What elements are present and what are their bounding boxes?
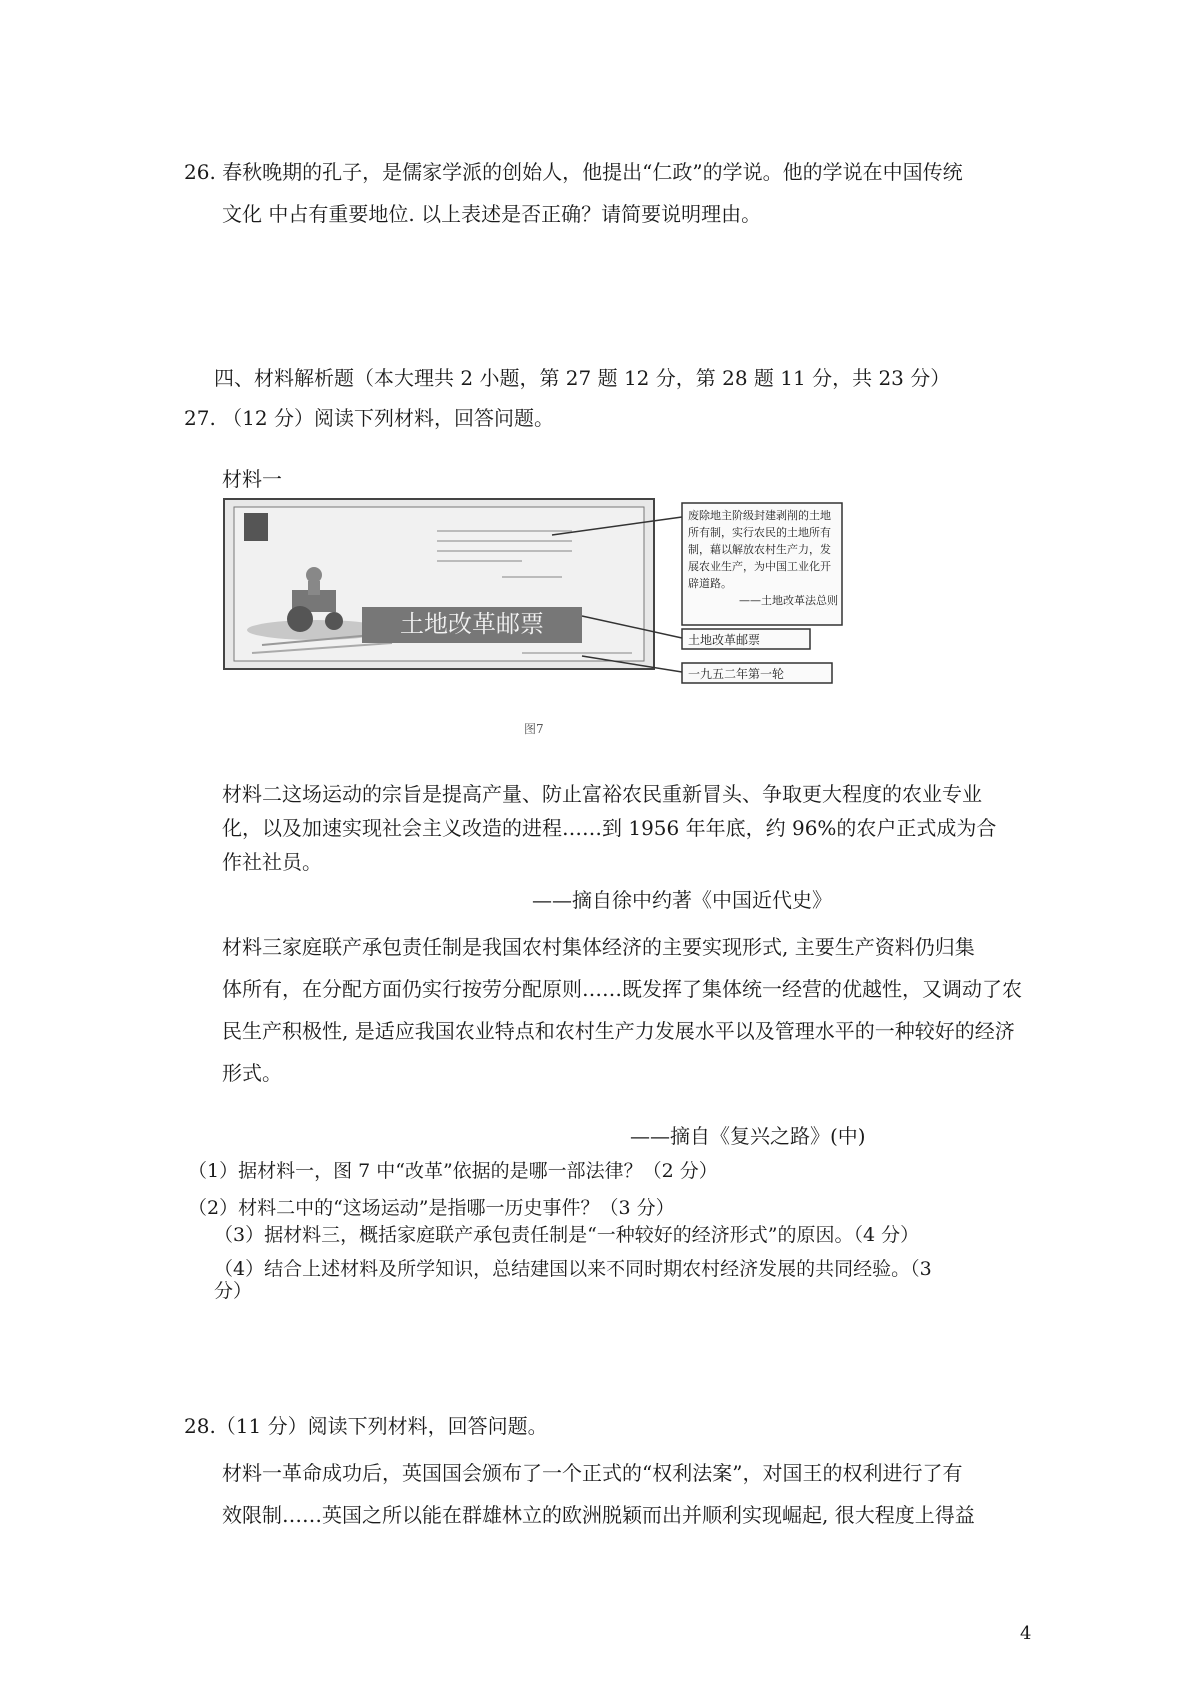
label-stamp: 土地改革邮票 — [688, 633, 761, 647]
callout-text: 废除地主阶级封建剥削的土地所有制，实行农民的土地所有制，藉以解放农村生产力，发展农业生产，为中国工业化开辟道路。 — [688, 509, 831, 590]
material-3-source: ——摘自《复兴之路》(中) — [630, 1124, 866, 1148]
q28-material-1-line-2: 效限制……英国之所以能在群雄林立的欧洲脱颖而出并顺利实现崛起, 很大程度上得益 — [222, 1503, 975, 1527]
material-2 — [222, 777, 996, 879]
material-3-line-4: 形式。 — [222, 1061, 282, 1085]
q27-sub-1: （1）据材料一，图 7 中“改革”依据的是哪一部法律？（2 分） — [188, 1160, 718, 1182]
q26-line-1: 26. 春秋晚期的孔子，是儒家学派的创始人，他提出“仁政”的学说。他的学说在中国传统 — [184, 160, 963, 184]
q28-material-1 — [222, 1452, 975, 1536]
material-3-line-1: 材料三家庭联产承包责任制是我国农村集体经济的主要实现形式, 主要生产资料仍归集 — [222, 935, 975, 959]
stamp-logo-icon — [244, 513, 268, 541]
material-3-line-2: 体所有，在分配方面仍实行按劳分配原则……既发挥了集体统一经营的优越性，又调动了农 — [222, 977, 1022, 1001]
q27-sub-3: （3）据材料三，概括家庭联产承包责任制是“一种较好的经济形式”的原因。（4 分） — [214, 1224, 920, 1246]
material-2-line-1: 材料二这场运动的宗旨是提高产量、防止富裕农民重新冒头、争取更大程度的农业专业 — [222, 782, 982, 806]
material-1-label: 材料一 — [222, 467, 282, 491]
q28-material-1-line-1: 材料一革命成功后，英国国会颁布了一个正式的“权利法案”，对国王的权利进行了有 — [222, 1461, 963, 1485]
callout-source: ——土地改革法总则 — [739, 594, 838, 607]
land-reform-stamp-figure — [222, 495, 862, 735]
q27-header: 27. （12 分）阅读下列材料，回答问题。 — [184, 406, 554, 430]
q27-sub-4-line-1: （4）结合上述材料及所学知识，总结建国以来不同时期农村经济发展的共同经验。（3 — [214, 1258, 932, 1280]
q27-sub-4 — [214, 1258, 932, 1302]
material-2-source: ——摘自徐中约著《中国近代史》 — [532, 888, 832, 912]
material-2-line-3: 作社社员。 — [222, 850, 322, 874]
q26-line-2: 文化 中占有重要地位. 以上表述是否正确？请简要说明理由。 — [222, 202, 762, 226]
stamp-title: 土地改革邮票 — [400, 610, 544, 638]
figure-caption: 图7 — [524, 722, 544, 736]
page-number: 4 — [1020, 1623, 1032, 1644]
q27-sub-4-line-2: 分） — [214, 1280, 253, 1302]
section-4-heading: 四、材料解析题（本大理共 2 小题，第 27 题 12 分，第 28 题 11 分，共 23 分） — [214, 366, 951, 390]
label-year: 一九五二年第一轮 — [688, 667, 785, 681]
q28-header: 28.（11 分）阅读下列材料，回答问题。 — [184, 1414, 548, 1438]
material-2-line-2: 化，以及加速实现社会主义改造的进程……到 1956 年年底，约 96%的农户正式成为合 — [222, 816, 997, 840]
material-3 — [222, 926, 1022, 1094]
q27-sub-2: （2）材料二中的“这场运动”是指哪一历史事件？（3 分） — [188, 1197, 675, 1219]
material-3-line-3: 民生产积极性, 是适应我国农业特点和农村生产力发展水平以及管理水平的一种较好的经济 — [222, 1019, 1015, 1043]
